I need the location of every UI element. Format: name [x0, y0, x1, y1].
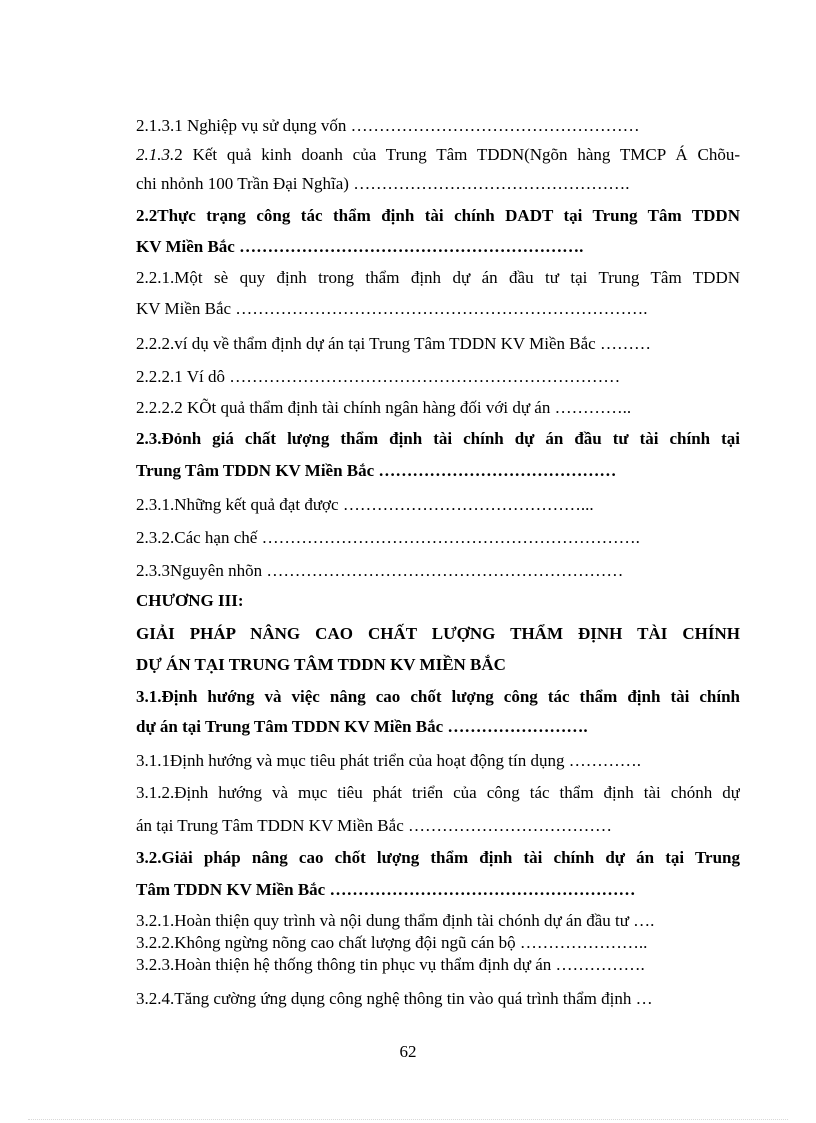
section-number-prefix: 2.1.3. — [136, 145, 175, 164]
toc-heading-3-1-cont: dự án tại Trung Tâm TDDN KV Miền Bắc ……………………. — [136, 717, 588, 736]
toc-entry-3-1-2-cont: án tại Trung Tâm TDDN KV Miền Bắc ……………………………… — [136, 816, 612, 835]
toc-entry-2-2-2-1: 2.2.2.1 Ví dô …………………………………………………………… — [136, 367, 621, 386]
toc-entry-2-1-3-1: 2.1.3.1 Nghiệp vụ sử dụng vốn …………………………………………… — [136, 116, 640, 135]
toc-entry-2-3-1: 2.3.1.Những kết quả đạt được ……………………………………... — [136, 495, 594, 514]
toc-heading-2-2: 2.2Thực trạng công tác thẩm định tài chính DADT tại Trung Tâm TDDN — [136, 206, 740, 225]
toc-entry-3-1-1: 3.1.1Định hướng và mục tiêu phát triển của hoạt động tín dụng …………. — [136, 751, 641, 770]
toc-entry-2-1-3-2-cont: chi nhỏnh 100 Trần Đại Nghĩa) …………………………………………. — [136, 174, 630, 193]
chapter-title: GIẢI PHÁP NÂNG CAO CHẤT LƯỢNG THẨM ĐỊNH TÀI CHÍNH — [136, 624, 740, 643]
toc-entry-2-3-2: 2.3.2.Các hạn chế …………………………………………………………. — [136, 528, 640, 547]
toc-entry-2-1-3-2: 2.1.3.2 Kết quả kinh doanh của Trung Tâm TDDN(Ngõn hàng TMCP Á Chõu- — [136, 145, 740, 164]
toc-entry-3-2-2: 3.2.2.Không ngừng nõng cao chất lượng đội ngũ cán bộ ………………….. — [136, 933, 648, 952]
toc-heading-3-2: 3.2.Giải pháp nâng cao chốt lượng thẩm định tài chính dự án tại Trung — [136, 848, 740, 867]
toc-entry-2-2-1-cont: KV Miền Bắc ………………………………………………………………. — [136, 299, 648, 318]
page-bottom-divider — [28, 1119, 788, 1120]
toc-heading-2-3-cont: Trung Tâm TDDN KV Miền Bắc …………………………………… — [136, 461, 617, 480]
toc-entry-2-2-1: 2.2.1.Một sè quy định trong thẩm định dự án đầu tư tại Trung Tâm TDDN — [136, 268, 740, 287]
toc-heading-2-3: 2.3.Đỏnh giá chất lượng thẩm định tài chính dự án đầu tư tài chính tại — [136, 429, 740, 448]
toc-entry-2-3-3: 2.3.3Nguyên nhõn ……………………………………………………… — [136, 561, 624, 580]
toc-entry-2-2-2-2: 2.2.2.2 KÕt quả thẩm định tài chính ngân hàng đối với dự án ………….. — [136, 398, 632, 417]
toc-entry-3-1-2: 3.1.2.Định hướng và mục tiêu phát triển của công tác thẩm định tài chónh dự — [136, 783, 740, 802]
chapter-label: CHƯƠNG III: — [136, 591, 244, 610]
toc-entry-2-2-2: 2.2.2.ví dụ về thẩm định dự án tại Trung Tâm TDDN KV Miền Bắc ……… — [136, 334, 651, 353]
toc-entry-3-2-4: 3.2.4.Tăng cường ứng dụng công nghệ thông tin vào quá trình thẩm định … — [136, 989, 653, 1008]
toc-entry-3-2-1: 3.2.1.Hoàn thiện quy trình và nội dung thẩm định tài chónh dự án đầu tư …. — [136, 911, 655, 930]
chapter-title-cont: DỰ ÁN TẠI TRUNG TÂM TDDN KV MIỀN BẮC — [136, 655, 506, 674]
toc-heading-2-2-cont: KV Miền Bắc ……………………………………………………. — [136, 237, 584, 256]
toc-heading-3-2-cont: Tâm TDDN KV Miền Bắc ……………………………………………… — [136, 880, 636, 899]
toc-heading-3-1: 3.1.Định hướng và việc nâng cao chốt lượng công tác thẩm định tài chính — [136, 687, 740, 706]
page-number: 62 — [399, 1042, 417, 1061]
toc-entry-3-2-3: 3.2.3.Hoàn thiện hệ thống thông tin phục vụ thẩm định dự án ……………. — [136, 955, 645, 974]
